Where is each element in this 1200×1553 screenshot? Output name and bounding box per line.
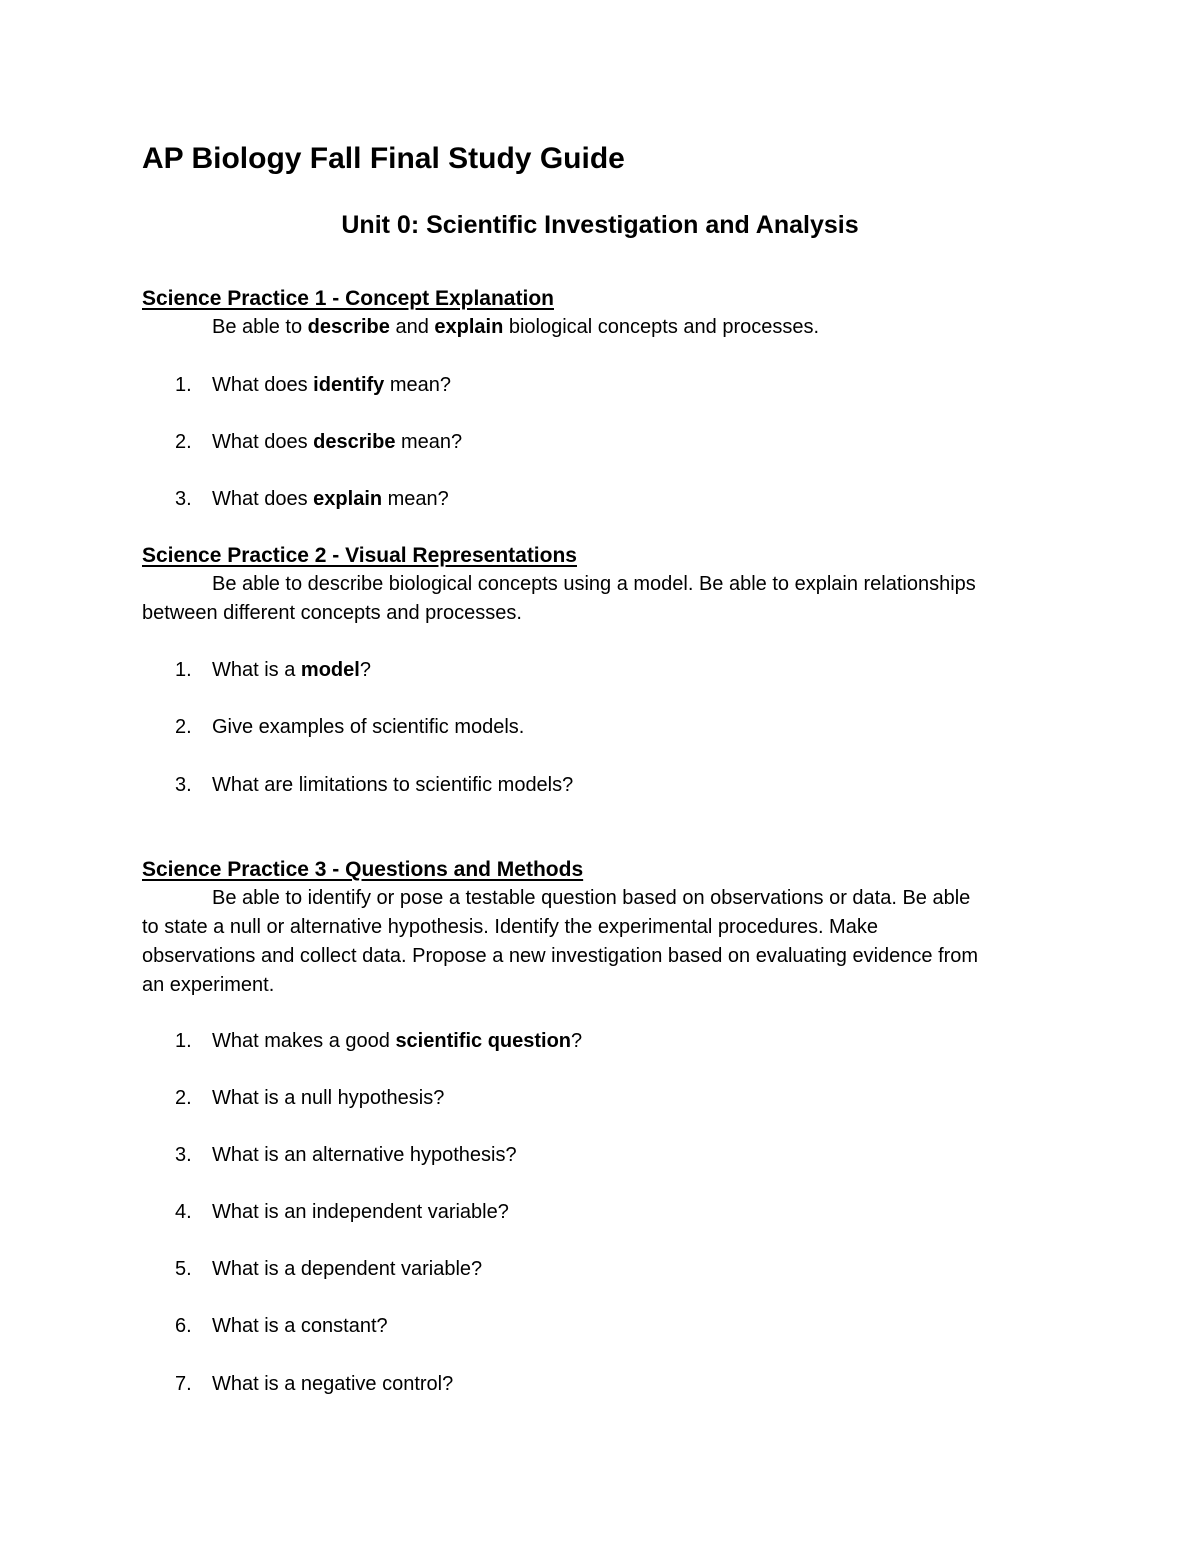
question-text: What does describe mean?: [212, 431, 463, 453]
question-text: What does explain mean?: [212, 488, 449, 510]
question-text: What is an independent variable?: [212, 1201, 509, 1223]
section-description: Be able to describe and explain biological concepts and processes.: [212, 316, 820, 338]
list-number: 3.: [175, 488, 192, 510]
section-heading: Science Practice 1 - Concept Explanation: [142, 287, 554, 310]
question-text: What makes a good scientific question?: [212, 1030, 583, 1052]
list-number: 2.: [175, 431, 192, 453]
question-text: What is a constant?: [212, 1315, 388, 1337]
list-number: 1.: [175, 1030, 192, 1052]
question-text: What is a null hypothesis?: [212, 1087, 445, 1109]
question-text: Give examples of scientific models.: [212, 716, 525, 738]
section-heading: Science Practice 2 - Visual Representations: [142, 544, 577, 567]
section-heading: Science Practice 3 - Questions and Methods: [142, 858, 584, 881]
question-text: What is a negative control?: [212, 1373, 454, 1395]
list-number: 3.: [175, 774, 192, 796]
question-text: What is a dependent variable?: [212, 1258, 483, 1280]
question-text: What is an alternative hypothesis?: [212, 1144, 517, 1166]
list-number: 4.: [175, 1201, 192, 1223]
section-description-line: to state a null or alternative hypothesis. Identify the experimental procedures. Make: [142, 916, 878, 938]
list-number: 3.: [175, 1144, 192, 1166]
section-description-line: Be able to identify or pose a testable question based on observations or data. Be able: [212, 887, 971, 909]
list-number: 5.: [175, 1258, 192, 1280]
section-description-line: observations and collect data. Propose a new investigation based on evaluating evidence from: [142, 945, 979, 967]
list-number: 6.: [175, 1315, 192, 1337]
unit-title: Unit 0: Scientific Investigation and Analysis: [341, 211, 859, 239]
list-number: 2.: [175, 1087, 192, 1109]
section-description-line: an experiment.: [142, 974, 275, 996]
question-text: What is a model?: [212, 659, 371, 681]
document-title: AP Biology Fall Final Study Guide: [142, 142, 625, 175]
list-number: 1.: [175, 659, 192, 681]
list-number: 7.: [175, 1373, 192, 1395]
list-number: 1.: [175, 374, 192, 396]
list-number: 2.: [175, 716, 192, 738]
question-text: What does identify mean?: [212, 374, 452, 396]
section-description-line: between different concepts and processes.: [142, 602, 522, 624]
question-text: What are limitations to scientific models?: [212, 774, 574, 796]
section-description-line: Be able to describe biological concepts using a model. Be able to explain relationships: [212, 573, 976, 595]
